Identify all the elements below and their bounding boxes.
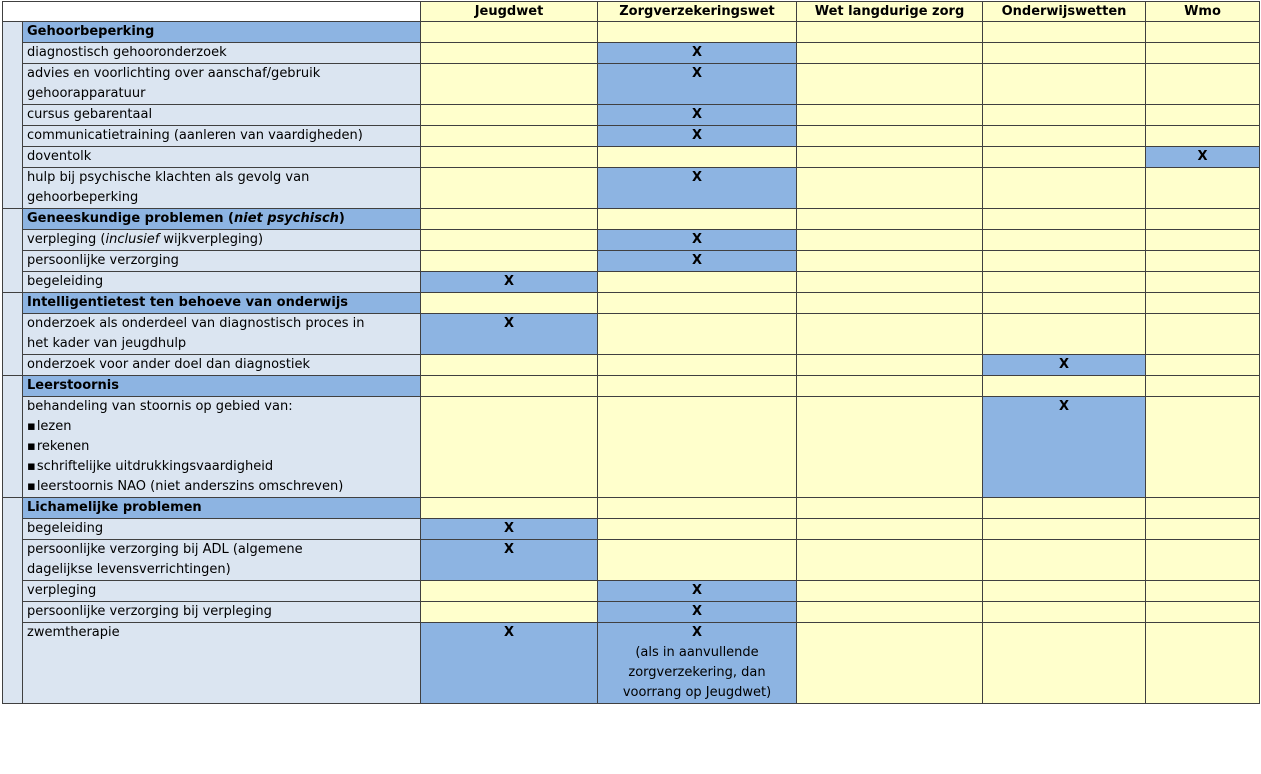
category-cell bbox=[983, 293, 1146, 314]
category-title: Intelligentietest ten behoeve van onderwijs bbox=[27, 295, 349, 310]
row-label-line: doventolk bbox=[27, 149, 92, 164]
row-label bbox=[23, 43, 421, 64]
table-row bbox=[3, 230, 1260, 251]
empty-cell bbox=[1146, 126, 1260, 147]
empty-cell bbox=[797, 581, 983, 602]
row-label bbox=[23, 251, 421, 272]
row-label-line: diagnostisch gehooronderzoek bbox=[27, 45, 227, 60]
row-label-text: wijkverpleging) bbox=[159, 232, 264, 247]
row-label bbox=[23, 519, 421, 540]
empty-cell bbox=[1146, 397, 1260, 498]
mark-cell bbox=[983, 397, 1146, 498]
category-title-end: ) bbox=[338, 211, 345, 226]
mark-cell bbox=[598, 251, 797, 272]
row-label-line: gehoorbeperking bbox=[27, 190, 139, 205]
mark-cell bbox=[421, 519, 598, 540]
column-header: Jeugdwet bbox=[421, 2, 598, 22]
row-label-line: hulp bij psychische klachten als gevolg van bbox=[27, 170, 310, 185]
cell-note: (als in aanvullende bbox=[635, 645, 759, 660]
empty-cell bbox=[421, 105, 598, 126]
mark-cell bbox=[598, 105, 797, 126]
category-cell bbox=[1146, 498, 1260, 519]
cell-note: voorrang op Jeugdwet) bbox=[622, 685, 772, 700]
empty-cell bbox=[421, 126, 598, 147]
column-header: Onderwijswetten bbox=[983, 2, 1146, 22]
bullet-item: ▪ leerstoornis NAO (niet anderszins omschreven) bbox=[27, 477, 416, 497]
mark-x: X bbox=[691, 625, 703, 640]
category-cell bbox=[598, 209, 797, 230]
empty-cell bbox=[797, 105, 983, 126]
mark-x: X bbox=[1197, 149, 1208, 164]
empty-cell bbox=[1146, 168, 1260, 209]
category-row bbox=[3, 293, 1260, 314]
table-row bbox=[3, 147, 1260, 168]
mark-x: X bbox=[1058, 357, 1070, 372]
category-cell bbox=[983, 376, 1146, 397]
column-header: Zorgverzekeringswet bbox=[598, 2, 797, 22]
bullet-item: ▪ rekenen bbox=[27, 437, 416, 457]
mark-x: X bbox=[691, 232, 703, 247]
empty-cell bbox=[983, 602, 1146, 623]
category-label bbox=[23, 376, 421, 397]
category-cell bbox=[1146, 209, 1260, 230]
mark-cell bbox=[598, 126, 797, 147]
mark-x: X bbox=[691, 583, 703, 598]
empty-cell bbox=[598, 272, 797, 293]
empty-cell bbox=[983, 147, 1146, 168]
empty-cell bbox=[421, 230, 598, 251]
empty-cell bbox=[598, 519, 797, 540]
cell-note: zorgverzekering, dan bbox=[628, 665, 766, 680]
row-label bbox=[23, 581, 421, 602]
empty-cell bbox=[421, 43, 598, 64]
mark-cell bbox=[598, 168, 797, 209]
mark-cell bbox=[421, 623, 598, 704]
empty-cell bbox=[598, 147, 797, 168]
row-label bbox=[23, 126, 421, 147]
empty-cell bbox=[1146, 355, 1260, 376]
section-gutter bbox=[3, 498, 23, 704]
empty-cell bbox=[983, 168, 1146, 209]
mark-x: X bbox=[503, 316, 515, 331]
row-label bbox=[23, 64, 421, 105]
category-title-italic: niet psychisch bbox=[234, 211, 339, 226]
empty-cell bbox=[983, 581, 1146, 602]
empty-cell bbox=[797, 251, 983, 272]
empty-cell bbox=[797, 126, 983, 147]
table-row bbox=[3, 581, 1260, 602]
category-title: Leerstoornis bbox=[27, 378, 120, 393]
empty-cell bbox=[797, 272, 983, 293]
mark-x: X bbox=[691, 604, 703, 619]
category-cell bbox=[598, 376, 797, 397]
section-gutter bbox=[3, 293, 23, 376]
table-row bbox=[3, 314, 1260, 355]
table-row bbox=[3, 272, 1260, 293]
empty-cell bbox=[1146, 540, 1260, 581]
table-row bbox=[3, 126, 1260, 147]
empty-cell bbox=[1146, 602, 1260, 623]
table-row bbox=[3, 355, 1260, 376]
column-header: Wmo bbox=[1146, 2, 1260, 22]
mark-x: X bbox=[691, 45, 703, 60]
row-label bbox=[23, 397, 421, 498]
row-label-line: verpleging bbox=[27, 583, 97, 598]
category-cell bbox=[797, 209, 983, 230]
section-gutter bbox=[3, 376, 23, 498]
category-cell bbox=[421, 209, 598, 230]
category-cell bbox=[1146, 376, 1260, 397]
empty-cell bbox=[797, 397, 983, 498]
empty-cell bbox=[797, 540, 983, 581]
empty-cell bbox=[421, 251, 598, 272]
table-wrapper bbox=[2, 1, 1259, 773]
empty-cell bbox=[983, 230, 1146, 251]
category-cell bbox=[598, 293, 797, 314]
row-label-line: persoonlijke verzorging bbox=[27, 253, 179, 268]
mark-x: X bbox=[503, 521, 515, 536]
row-label-line: begeleiding bbox=[27, 274, 104, 289]
category-title: Lichamelijke problemen bbox=[27, 500, 202, 515]
row-label-italic: inclusief bbox=[105, 232, 160, 247]
row-label-line: onderzoek als onderdeel van diagnostisch proces in bbox=[27, 316, 365, 331]
empty-cell bbox=[1146, 623, 1260, 704]
empty-cell bbox=[1146, 64, 1260, 105]
category-cell bbox=[421, 376, 598, 397]
empty-cell bbox=[1146, 230, 1260, 251]
empty-cell bbox=[797, 43, 983, 64]
empty-cell bbox=[598, 540, 797, 581]
row-label-line: begeleiding bbox=[27, 521, 104, 536]
empty-cell bbox=[983, 43, 1146, 64]
header-row bbox=[3, 2, 1260, 22]
empty-cell bbox=[983, 272, 1146, 293]
category-row bbox=[3, 376, 1260, 397]
empty-cell bbox=[797, 168, 983, 209]
row-label-line: advies en voorlichting over aanschaf/gebruik bbox=[27, 66, 321, 81]
category-cell bbox=[797, 376, 983, 397]
mark-cell bbox=[1146, 147, 1260, 168]
table-row bbox=[3, 105, 1260, 126]
section-gutter bbox=[3, 22, 23, 209]
mark-x: X bbox=[691, 253, 703, 268]
bullet-item: ▪ lezen bbox=[27, 417, 416, 437]
row-label-line: behandeling van stoornis op gebied van: bbox=[27, 399, 293, 414]
empty-cell bbox=[983, 623, 1146, 704]
mark-cell bbox=[598, 64, 797, 105]
empty-cell bbox=[983, 251, 1146, 272]
category-label bbox=[23, 209, 421, 230]
bullet-item: ▪ schriftelijke uitdrukkingsvaardigheid bbox=[27, 457, 416, 477]
row-label-line: gehoorapparatuur bbox=[27, 86, 146, 101]
empty-cell bbox=[421, 397, 598, 498]
category-cell bbox=[797, 498, 983, 519]
empty-cell bbox=[421, 581, 598, 602]
column-header: Wet langdurige zorg bbox=[797, 2, 983, 22]
mark-cell bbox=[421, 540, 598, 581]
row-label-line: persoonlijke verzorging bij ADL (algemene bbox=[27, 542, 303, 557]
empty-cell bbox=[421, 64, 598, 105]
empty-cell bbox=[797, 230, 983, 251]
empty-cell bbox=[598, 355, 797, 376]
empty-cell bbox=[983, 540, 1146, 581]
table-row bbox=[3, 540, 1260, 581]
empty-cell bbox=[983, 126, 1146, 147]
empty-cell bbox=[797, 602, 983, 623]
category-cell bbox=[983, 22, 1146, 43]
category-label bbox=[23, 293, 421, 314]
category-row bbox=[3, 498, 1260, 519]
empty-cell bbox=[598, 314, 797, 355]
category-row bbox=[3, 209, 1260, 230]
empty-cell bbox=[1146, 43, 1260, 64]
mark-cell bbox=[598, 230, 797, 251]
empty-cell bbox=[598, 397, 797, 498]
row-label bbox=[23, 623, 421, 704]
mark-x: X bbox=[503, 274, 515, 289]
category-cell bbox=[598, 22, 797, 43]
mark-x: X bbox=[691, 170, 703, 185]
table-row bbox=[3, 602, 1260, 623]
row-label bbox=[23, 540, 421, 581]
empty-cell bbox=[421, 168, 598, 209]
mark-cell bbox=[421, 314, 598, 355]
row-label bbox=[23, 272, 421, 293]
category-cell bbox=[983, 209, 1146, 230]
row-label-line: cursus gebarentaal bbox=[27, 107, 153, 122]
empty-cell bbox=[797, 64, 983, 105]
category-cell bbox=[598, 498, 797, 519]
empty-cell bbox=[983, 64, 1146, 105]
empty-cell bbox=[797, 314, 983, 355]
table-row bbox=[3, 251, 1260, 272]
row-label bbox=[23, 314, 421, 355]
table-row bbox=[3, 623, 1260, 704]
category-cell bbox=[797, 22, 983, 43]
row-label bbox=[23, 355, 421, 376]
empty-cell bbox=[1146, 272, 1260, 293]
empty-cell bbox=[797, 147, 983, 168]
mark-x: X bbox=[503, 542, 515, 557]
empty-cell bbox=[983, 314, 1146, 355]
category-cell bbox=[421, 498, 598, 519]
row-label-line: zwemtherapie bbox=[27, 625, 120, 640]
row-label bbox=[23, 230, 421, 251]
row-label-line: onderzoek voor ander doel dan diagnostiek bbox=[27, 357, 311, 372]
category-label bbox=[23, 22, 421, 43]
table-row bbox=[3, 397, 1260, 498]
table-row bbox=[3, 43, 1260, 64]
category-cell bbox=[1146, 293, 1260, 314]
row-label bbox=[23, 168, 421, 209]
empty-cell bbox=[421, 602, 598, 623]
empty-cell bbox=[1146, 314, 1260, 355]
mark-x: X bbox=[691, 66, 703, 81]
row-label-line: persoonlijke verzorging bij verpleging bbox=[27, 604, 272, 619]
category-title: Gehoorbeperking bbox=[27, 24, 155, 39]
empty-cell bbox=[421, 147, 598, 168]
mark-cell bbox=[598, 623, 797, 704]
row-label-line: communicatietraining (aanleren van vaardigheden) bbox=[27, 128, 363, 143]
empty-cell bbox=[1146, 519, 1260, 540]
mark-x: X bbox=[1058, 399, 1070, 414]
row-label bbox=[23, 105, 421, 126]
empty-cell bbox=[797, 519, 983, 540]
mark-cell bbox=[983, 355, 1146, 376]
mark-cell bbox=[421, 272, 598, 293]
table-row bbox=[3, 519, 1260, 540]
row-label bbox=[23, 147, 421, 168]
category-cell bbox=[983, 498, 1146, 519]
mark-x: X bbox=[691, 107, 703, 122]
mark-cell bbox=[598, 581, 797, 602]
mark-x: X bbox=[691, 128, 703, 143]
mark-x: X bbox=[503, 625, 515, 640]
row-label-line: dagelijkse levensverrichtingen) bbox=[27, 562, 231, 577]
row-label bbox=[23, 602, 421, 623]
empty-cell bbox=[1146, 581, 1260, 602]
mark-cell bbox=[598, 43, 797, 64]
empty-cell bbox=[1146, 105, 1260, 126]
section-gutter bbox=[3, 209, 23, 293]
category-label bbox=[23, 498, 421, 519]
header-corner bbox=[3, 2, 421, 22]
table-row bbox=[3, 168, 1260, 209]
law-coverage-table bbox=[2, 1, 1260, 704]
row-label-line: het kader van jeugdhulp bbox=[27, 336, 187, 351]
empty-cell bbox=[797, 355, 983, 376]
category-cell bbox=[797, 293, 983, 314]
mark-cell bbox=[598, 602, 797, 623]
table-row bbox=[3, 64, 1260, 105]
empty-cell bbox=[983, 519, 1146, 540]
empty-cell bbox=[421, 355, 598, 376]
category-row bbox=[3, 22, 1260, 43]
category-cell bbox=[1146, 22, 1260, 43]
row-label-text: verpleging ( bbox=[27, 232, 106, 247]
category-title: Geneeskundige problemen ( bbox=[27, 211, 234, 226]
empty-cell bbox=[1146, 251, 1260, 272]
category-cell bbox=[421, 293, 598, 314]
empty-cell bbox=[983, 105, 1146, 126]
empty-cell bbox=[797, 623, 983, 704]
category-cell bbox=[421, 22, 598, 43]
